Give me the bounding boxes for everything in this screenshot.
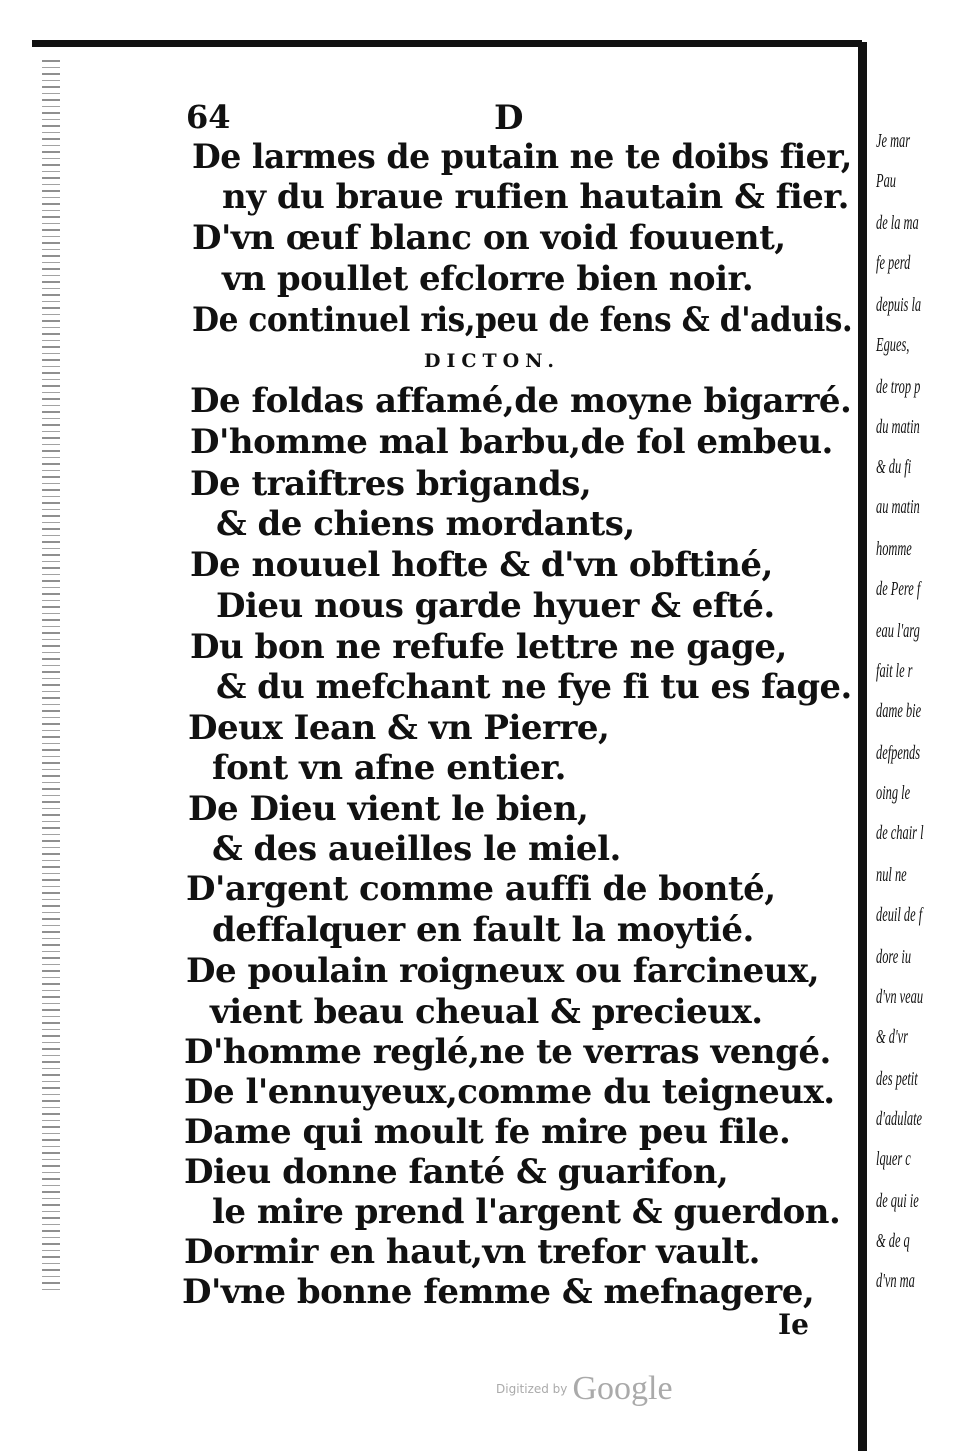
text-line: & du mefchant ne fye fi tu es fage.	[216, 667, 852, 707]
facing-page-word: de chair l	[876, 822, 924, 844]
text-line: De Dieu vient le bien,	[188, 789, 589, 829]
facing-page-word: au matin	[876, 496, 920, 518]
facing-page-word: des petit	[876, 1068, 918, 1090]
text-line: le mire prend l'argent & guerdon.	[212, 1192, 841, 1232]
page-header	[0, 98, 860, 138]
text-line: De continuel ris,peu de fens & d'aduis.	[192, 300, 853, 340]
facing-page-word: Pau	[876, 170, 896, 192]
text-line: & des aueilles le miel.	[212, 829, 621, 869]
facing-page-word: d'vn veau	[876, 986, 924, 1008]
facing-page-word: du matin	[876, 416, 920, 438]
facing-page-word: defpends	[876, 742, 921, 764]
section-title: DICTON.	[424, 350, 560, 372]
facing-page-word: homme	[876, 538, 912, 560]
watermark-brand: Google	[572, 1370, 673, 1407]
text-line: Du bon ne refufe lettre ne gage,	[190, 627, 787, 667]
text-line: De foldas affamé,de moyne bigarré.	[190, 381, 852, 421]
section-letter: D	[494, 98, 524, 138]
text-line: D'argent comme auffi de bonté,	[186, 869, 776, 909]
text-line: D'homme reglé,ne te verras vengé.	[184, 1032, 831, 1072]
text-line: Deux Iean & vn Pierre,	[188, 708, 610, 748]
facing-page-word: de Pere f	[876, 578, 921, 600]
left-page-edge	[42, 60, 60, 1290]
text-line: deffalquer en fault la moytié.	[212, 910, 754, 950]
facing-page-word: deuil de f	[876, 904, 923, 926]
page-number: 64	[186, 98, 231, 136]
catchword: Ie	[778, 1308, 809, 1341]
facing-page-word: d'adulate	[876, 1108, 923, 1130]
watermark-prefix: Digitized by	[496, 1382, 568, 1396]
facing-page-word: Je mar	[876, 130, 911, 152]
facing-page-word: & de q	[876, 1230, 910, 1252]
facing-page-word: dore iu	[876, 946, 912, 968]
facing-page-word: d'vn ma	[876, 1270, 915, 1292]
text-line: & de chiens mordants,	[216, 504, 635, 544]
book-spine-shadow	[858, 42, 867, 1451]
text-line: D'homme mal barbu,de fol embeu.	[190, 422, 833, 462]
facing-page-word: eau l'arg	[876, 620, 920, 642]
facing-page-word: oing le	[876, 782, 911, 804]
facing-page-word: dame bie	[876, 700, 922, 722]
facing-page-word: Egues,	[876, 334, 910, 356]
text-line: D'vne bonne femme & mefnagere,	[182, 1272, 815, 1312]
text-line: vient beau cheual & precieux.	[210, 992, 763, 1032]
text-line: vn poullet efclorre bien noir.	[222, 259, 754, 299]
facing-page-word: de la ma	[876, 212, 919, 234]
text-line: ny du braue rufien hautain & fier.	[222, 177, 849, 217]
facing-page-word: fait le r	[876, 660, 913, 682]
text-line: Dormir en haut,vn trefor vault.	[184, 1232, 760, 1272]
text-line: Dieu donne fanté & guarifon,	[184, 1152, 729, 1192]
text-line: font vn afne entier.	[212, 748, 566, 788]
facing-page-word: fe perd	[876, 252, 911, 274]
facing-page-word: de qui ie	[876, 1190, 919, 1212]
text-line: De poulain roigneux ou farcineux,	[186, 951, 820, 991]
text-line: Dieu nous garde hyuer & efté.	[216, 586, 775, 626]
text-line: De traiftres brigands,	[190, 464, 592, 504]
page-top-border	[32, 40, 862, 47]
digitized-watermark	[496, 1370, 673, 1408]
facing-page-word: & d'vr	[876, 1026, 908, 1048]
text-line: D'vn œuf blanc on void fouuent,	[192, 218, 786, 258]
text-line: De nouuel hofte & d'vn obftiné,	[190, 545, 773, 585]
facing-page-word: & du fi	[876, 456, 912, 478]
facing-page-word: nul ne	[876, 864, 907, 886]
text-line: De l'ennuyeux,comme du teigneux.	[184, 1072, 835, 1112]
text-line: De larmes de putain ne te doibs fier,	[192, 137, 852, 177]
facing-page-word: de trop p	[876, 376, 921, 398]
facing-page-word: depuis la	[876, 294, 922, 316]
facing-page-word: lquer c	[876, 1148, 911, 1170]
text-line: Dame qui moult fe mire peu file.	[184, 1112, 791, 1152]
